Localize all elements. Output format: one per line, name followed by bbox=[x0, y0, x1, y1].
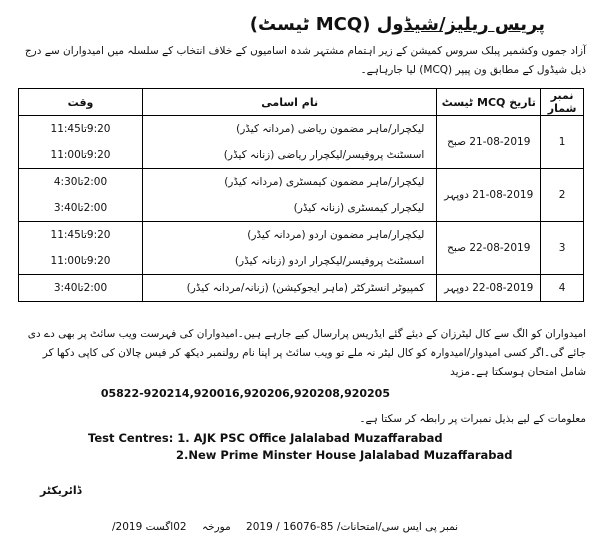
time-slot: 2:00تا3:40 bbox=[53, 202, 108, 214]
title-main: پریس ریلیز/شیڈول bbox=[376, 14, 545, 35]
row-date: 22-08-2019 صبح bbox=[437, 222, 541, 275]
test-centres bbox=[88, 430, 513, 464]
reference-dated-label: مورخہ bbox=[201, 521, 231, 533]
row-serial: 1 bbox=[541, 116, 584, 169]
test-centre-line-1: Test Centres: 1. AJK PSC Office Jalalabad Muzaffarabad bbox=[88, 431, 443, 445]
table-row bbox=[19, 275, 584, 302]
table-header-row bbox=[19, 89, 584, 116]
row-date: 22-08-2019 دوپہر bbox=[437, 275, 541, 302]
row-times bbox=[19, 169, 143, 222]
contact-phone-numbers: 05822-920214,920016,920206,920208,920205 bbox=[100, 387, 390, 400]
row-date: 21-08-2019 صبح bbox=[437, 116, 541, 169]
reference-date: 02اگست 2019/ bbox=[112, 521, 187, 533]
row-times bbox=[19, 116, 143, 169]
post-name: اسسٹنٹ پروفیسر/لیکچرار اردو (زنانہ کیڈر) bbox=[234, 255, 425, 267]
header-date: تاریخ MCQ ٹیسٹ bbox=[437, 89, 541, 116]
test-centre-line-2: 2.New Prime Minster House Jalalabad Muzaffarabad bbox=[176, 448, 513, 462]
row-times bbox=[19, 275, 143, 302]
time-slot: 9:20تا11:00 bbox=[50, 255, 111, 267]
post-name: لیکچرار کیمسٹری (زنانہ کیڈر) bbox=[293, 202, 425, 214]
row-posts bbox=[143, 116, 437, 169]
row-date: 21-08-2019 دوپہر bbox=[437, 169, 541, 222]
time-slot: 9:20تا11:00 bbox=[50, 149, 111, 161]
post-name: اسسٹنٹ پروفیسر/لیکچرار ریاضی (زنانہ کیڈر) bbox=[223, 149, 425, 161]
header-serial: نمبر شمار bbox=[541, 89, 584, 116]
row-serial: 4 bbox=[541, 275, 584, 302]
notice-paragraph: امیدواران کو الگ سے کال لیٹرزان کے دیئے گئے ایڈریس پرارسال کیے جارہے ہیں۔امیدواران کی فہرست ویب سائٹ پر بھی دے دی جائے گی۔اگر کسی امیدوار/امیدوارہ کو کال لیٹر نہ ملے تو ویب سائٹ پر اپنا نام رولنمبر دیکھ کر فیس چالان کی کاپی دکھا کر شامل امتحان ہوسکتا ہے۔مزید bbox=[27, 328, 586, 378]
row-posts bbox=[143, 275, 437, 302]
intro-paragraph: آزاد جموں وکشمیر پبلک سروس کمیشن کے زیر اہتمام مشتہر شدہ اسامیوں کے خلاف انتخاب کے سلسلہ میں امیدواران سے درج ذیل شیڈول کے مطابق ون پیپر (MCQ) لیا جارہاہے۔ bbox=[24, 45, 586, 76]
page-title bbox=[250, 14, 545, 35]
post-name: لیکچرار/ماہر مضمون اردو (مردانہ کیڈر) bbox=[247, 229, 425, 241]
title-sub: (MCQ ٹیسٹ) bbox=[249, 14, 371, 35]
row-serial: 2 bbox=[541, 169, 584, 222]
time-slot: 2:00تا4:30 bbox=[53, 176, 108, 188]
time-slot: 2:00تا3:40 bbox=[53, 282, 108, 294]
time-slot: 9:20تا11:45 bbox=[50, 123, 111, 135]
reference-number: نمبر پی ایس سی/امتحانات/ 85-16076 / 2019 bbox=[246, 521, 459, 533]
signature-director: ڈائریکٹر bbox=[40, 484, 82, 497]
row-posts bbox=[143, 169, 437, 222]
post-name: لیکچرار/ماہر مضمون کیمسٹری (مردانہ کیڈر) bbox=[224, 176, 425, 188]
row-times bbox=[19, 222, 143, 275]
post-name: لیکچرار/ماہر مضمون ریاضی (مردانہ کیڈر) bbox=[236, 123, 425, 135]
table-row bbox=[19, 116, 584, 169]
post-name: کمپیوٹر انسٹرکٹر (ماہر ایجوکیشن) (زنانہ/مردانہ کیڈر) bbox=[186, 282, 425, 294]
time-slot: 9:20تا11:45 bbox=[50, 229, 111, 241]
reference-line bbox=[100, 521, 458, 533]
table-row bbox=[19, 222, 584, 275]
header-time: وقت bbox=[19, 89, 143, 116]
contact-info-text: معلومات کے لیے بذیل نمبرات پر رابطہ کر سکتا ہے۔ bbox=[359, 413, 586, 425]
schedule-table bbox=[18, 88, 584, 302]
row-posts bbox=[143, 222, 437, 275]
header-post: نام اسامی bbox=[143, 89, 437, 116]
table-row bbox=[19, 169, 584, 222]
row-serial: 3 bbox=[541, 222, 584, 275]
